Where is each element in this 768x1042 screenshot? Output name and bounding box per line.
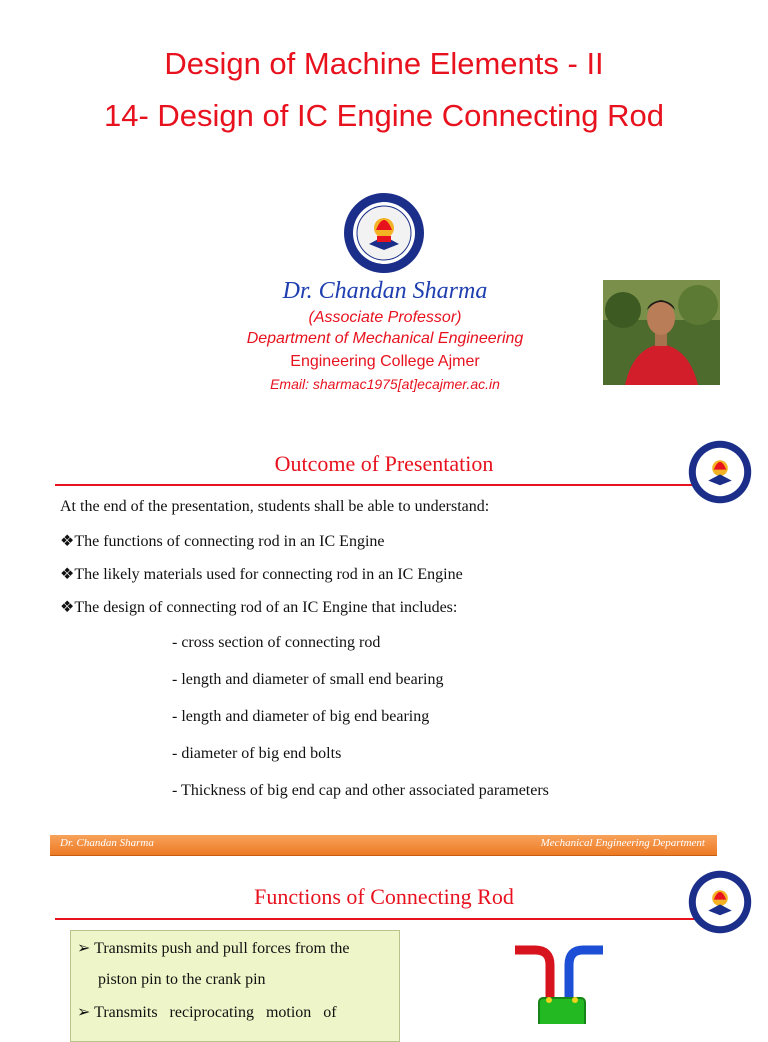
outcome-subitem: - diameter of big end bolts (172, 745, 342, 762)
outcome-bullet: ❖The likely materials used for connecting rod in an IC Engine (60, 566, 463, 583)
outcome-intro: At the end of the presentation, students shall be able to understand: (60, 498, 490, 515)
author-email: Email: sharmac1975[at]ecajmer.ac.in (270, 376, 500, 392)
outcome-subitem: - length and diameter of small end bearing (172, 671, 444, 688)
college-emblem-icon (688, 870, 752, 934)
outcome-subitem: - length and diameter of big end bearing (172, 708, 430, 725)
college-emblem-icon (343, 192, 425, 274)
author-college: Engineering College Ajmer (290, 353, 480, 370)
presentation-title: Design of Machine Elements - II (164, 46, 604, 81)
author-department: Department of Mechanical Engineering (246, 330, 524, 347)
author-name: Dr. Chandan Sharma (282, 278, 488, 304)
functions-textbox (70, 930, 400, 1042)
footer-author: Dr. Chandan Sharma (60, 837, 154, 849)
footer-department: Mechanical Engineering Department (540, 837, 705, 849)
functions-heading: Functions of Connecting Rod (254, 884, 514, 909)
function-bullet: ➢ Transmits push and pull forces from the (77, 940, 350, 957)
outcome-subitem: - Thickness of big end cap and other associated parameters (172, 782, 549, 799)
heading-divider (55, 484, 720, 486)
author-role: (Associate Professor) (308, 309, 462, 326)
outcome-bullet: ❖The design of connecting rod of an IC Engine that includes: (60, 599, 458, 616)
outcome-heading: Outcome of Presentation (274, 451, 494, 476)
connecting-rod-illustration (505, 940, 615, 1024)
slide-footer (50, 835, 717, 856)
college-emblem-icon (688, 440, 752, 504)
author-photo (603, 280, 720, 385)
function-bullet-continuation: piston pin to the crank pin (98, 971, 266, 988)
outcome-subitem: - cross section of connecting rod (172, 634, 381, 651)
function-bullet: ➢ Transmits reciprocating motion of (77, 1004, 337, 1021)
heading-divider (55, 918, 720, 920)
outcome-bullet: ❖The functions of connecting rod in an IC Engine (60, 533, 385, 550)
presentation-subtitle: 14- Design of IC Engine Connecting Rod (103, 98, 665, 133)
